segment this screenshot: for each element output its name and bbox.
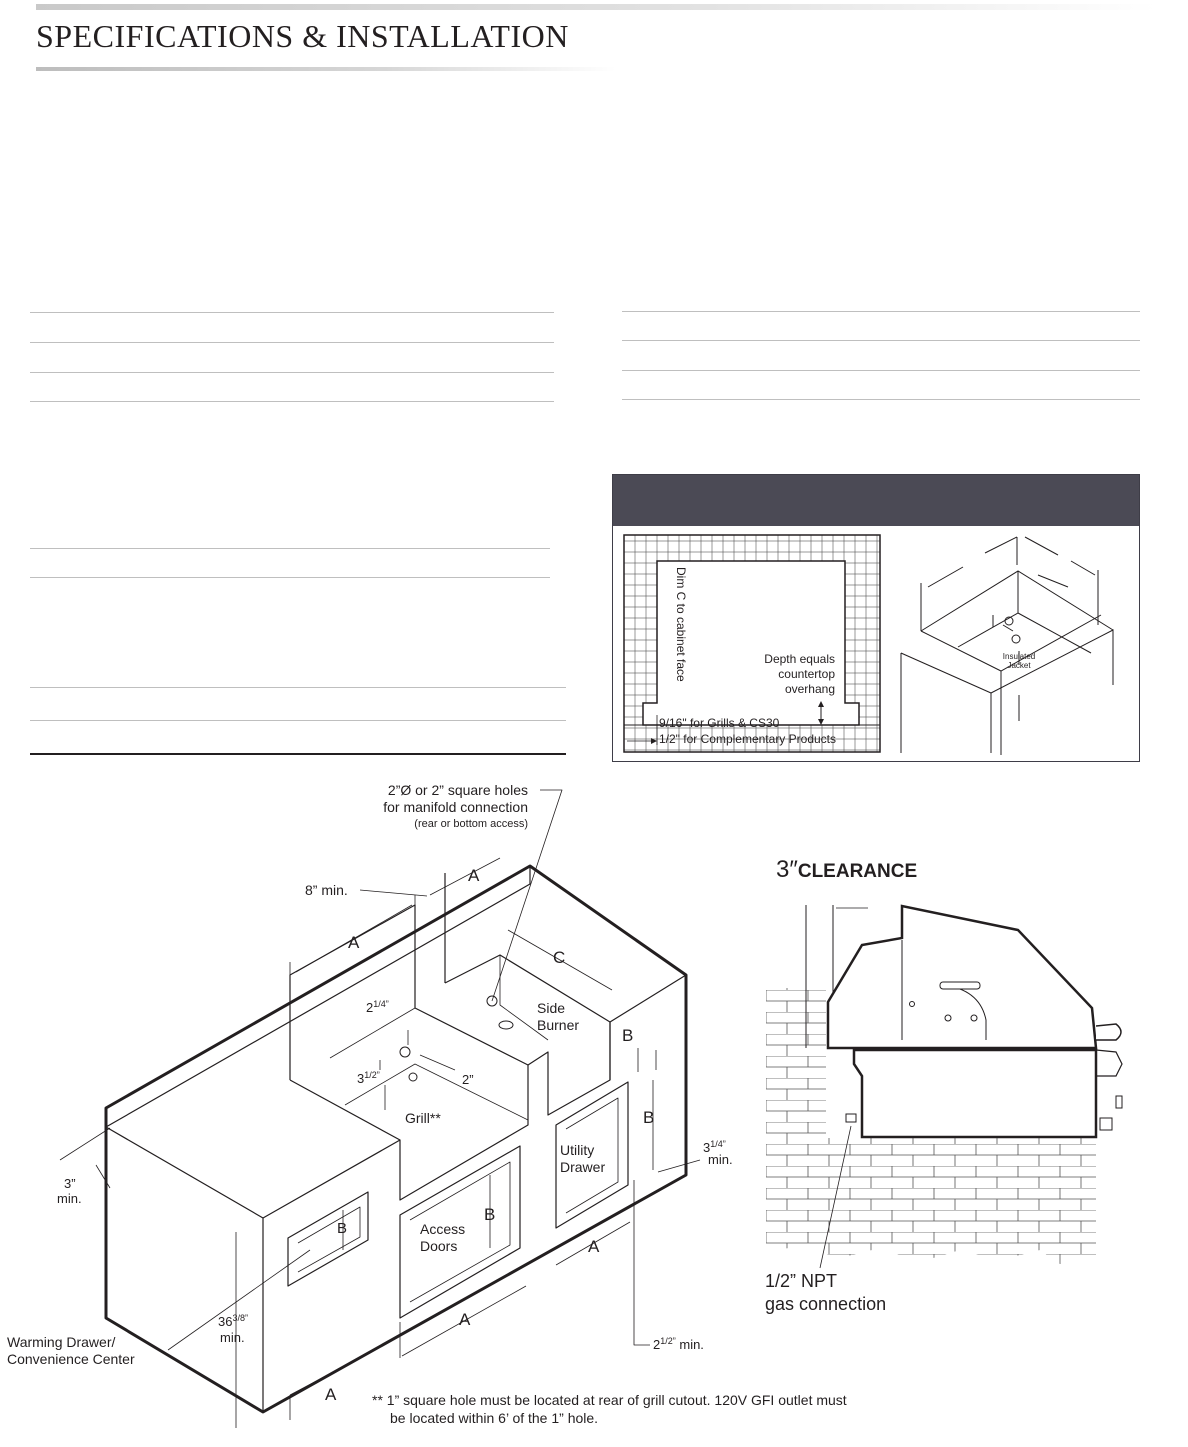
depth-label: Depth equals xyxy=(764,652,835,666)
dim-b-label: B xyxy=(337,1220,348,1237)
access-doors-label: Access xyxy=(420,1221,466,1237)
warming-drawer-label: Warming Drawer/ xyxy=(7,1334,116,1350)
height-min-label: min. xyxy=(220,1330,245,1345)
dim-a-label: A xyxy=(468,866,480,885)
dim-b-label: B xyxy=(484,1205,496,1224)
offset-label: 1/2" for Complementary Products xyxy=(659,732,836,746)
three-half-label: $3^{1/2”}$ xyxy=(357,1070,380,1086)
access-doors-label: Doors xyxy=(420,1238,458,1254)
dim-a-label: A xyxy=(325,1385,337,1404)
dim-c-label: C xyxy=(553,948,566,967)
grill-label: Grill** xyxy=(405,1110,441,1126)
clearance-text: CLEARANCE xyxy=(797,861,918,882)
two-inch-label: 2” xyxy=(462,1072,474,1087)
three-quarter-label: $3^{1/4”}$ xyxy=(703,1139,726,1155)
dim-a-label: A xyxy=(588,1237,600,1256)
side-burner-label: Burner xyxy=(537,1017,580,1033)
three-min-label: 3” xyxy=(64,1176,76,1191)
dim-b-label: B xyxy=(643,1108,655,1127)
three-min-label: min. xyxy=(57,1191,82,1206)
holes-label: for manifold connection xyxy=(383,799,528,815)
offset-label: 9/16" for Grills & CS30 xyxy=(659,716,780,730)
insulated-label: Insulated xyxy=(1002,652,1036,661)
two-half-label: $2^{1/2”}$ min. xyxy=(653,1336,704,1352)
side-burner-label: Side xyxy=(537,1000,566,1016)
dim-c-label: Dim C to cabinet face xyxy=(674,567,688,682)
depth-label: overhang xyxy=(784,682,835,696)
utility-drawer-label: Drawer xyxy=(560,1159,606,1175)
footnote: be located within 6’ of the 1” hole. xyxy=(390,1410,599,1426)
clearance-number: 3″ xyxy=(776,856,798,883)
gas-connection-label: gas connection xyxy=(765,1294,887,1314)
height-label: $36^{3/8”}$ xyxy=(218,1313,248,1329)
dim-b-label: B xyxy=(622,1026,634,1045)
dim-a-label: A xyxy=(459,1310,471,1329)
gas-connection-label: 1/2” NPT xyxy=(765,1271,838,1291)
footnote: ** 1” square hole must be located at rear of grill cutout. 120V GFI outlet must xyxy=(372,1392,847,1408)
eight-min-label: 8” min. xyxy=(305,882,348,898)
page-title: SPECIFICATIONS & INSTALLATION xyxy=(36,18,569,54)
two-quarter-label: $2^{1/4”}$ xyxy=(366,999,389,1015)
dim-a-label: A xyxy=(348,933,360,952)
holes-label: 2”Ø or 2” square holes xyxy=(387,782,528,798)
three-quarter-min-label: min. xyxy=(708,1152,733,1167)
holes-label: (rear or bottom access) xyxy=(414,818,528,830)
depth-label: countertop xyxy=(778,667,835,681)
utility-drawer-label: Utility xyxy=(560,1142,595,1158)
insulated-label: Jacket xyxy=(1007,661,1031,670)
warming-drawer-label: Convenience Center xyxy=(7,1351,135,1367)
